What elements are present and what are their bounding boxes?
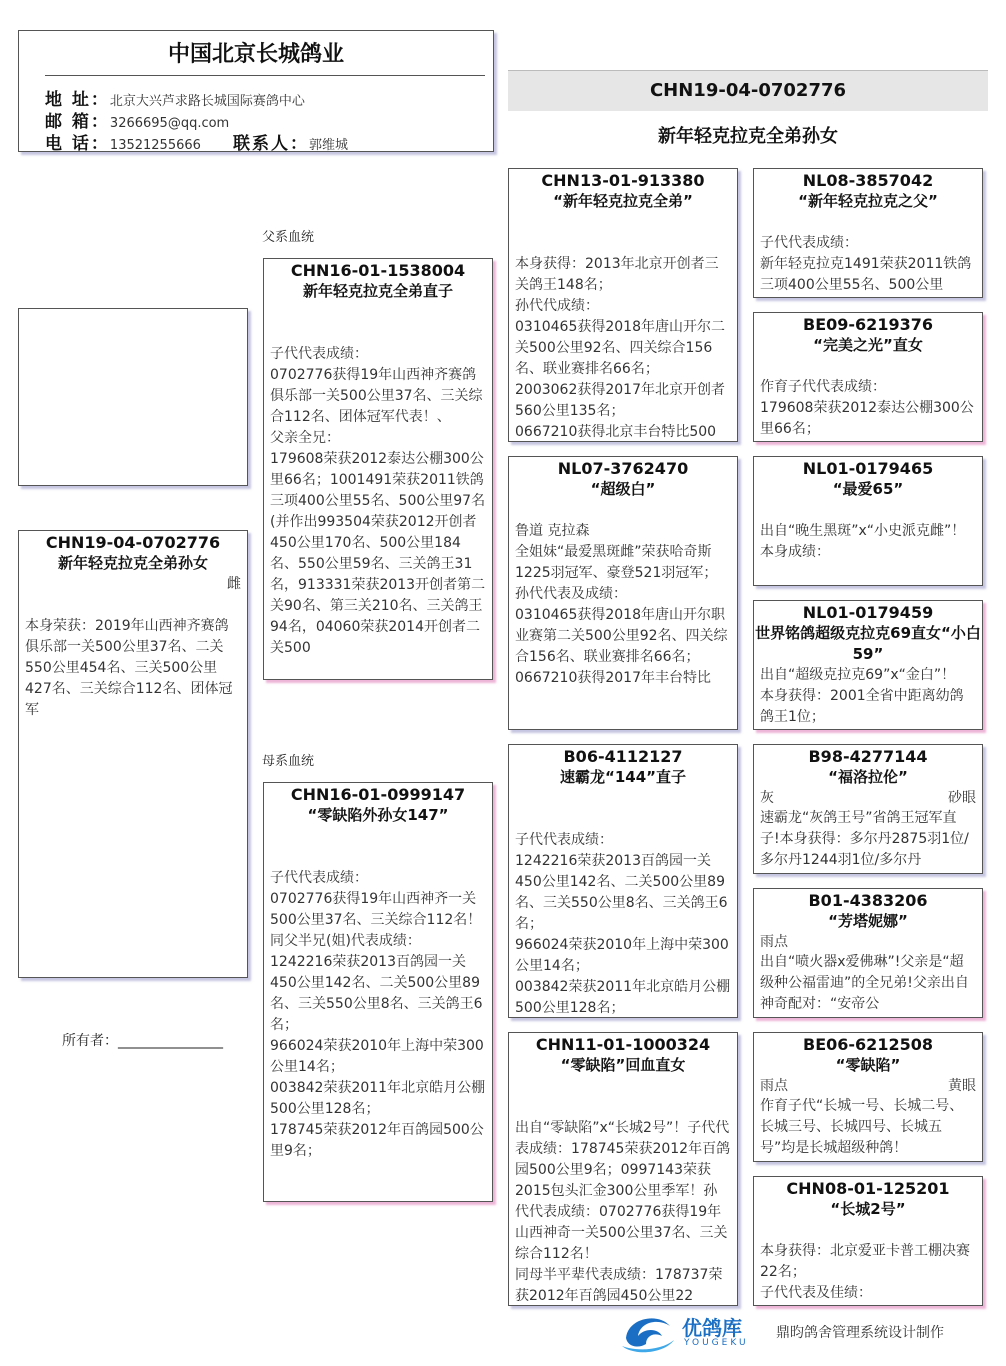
subject-sex: 雌 [227, 576, 241, 592]
dds-record: 作育子代“长城一号、长城二号、长城三号、长城四号、长城五号”均是长城超级种鸽！ [760, 1098, 964, 1156]
phone-value: 13521255666 [109, 138, 201, 152]
dam-name: “零缺陷外孙女147” [307, 806, 449, 824]
address-label: 地 址： [45, 90, 110, 110]
dsd-record: 出自“喷火器x爱佛琳”!父亲是“超级种公福雷迪”的全兄弟!父亲出自神奇配对：“安帝公 [760, 954, 969, 1012]
pigeon-ring-banner: CHN19-04-0702776 [508, 70, 988, 111]
logo-text: 优鸽库 [682, 1316, 742, 1340]
dds-traits [754, 1076, 982, 1096]
sds-name: “最爱65” [832, 480, 904, 498]
dam-dam-name: “零缺陷”回血直女 [560, 1056, 686, 1074]
subject-ring: CHN19-04-0702776 [45, 533, 221, 552]
ddd-record: 本身获得：北京爱亚卡普工棚决赛22名； 子代代表及佳绩： [760, 1243, 970, 1301]
sss-ring: NL08-3857042 [802, 171, 934, 190]
contact-value: 郭维城 [309, 138, 349, 152]
photo-placeholder [18, 308, 248, 486]
owner-line: 所有者：_______________ [62, 1033, 223, 1049]
sdd-ring: NL01-0179459 [802, 603, 934, 622]
dam-card [263, 782, 493, 1202]
sire-ring: CHN16-01-1538004 [290, 261, 466, 280]
dss-eye: 砂眼 [948, 790, 976, 806]
dam-sire-record: 子代代表成绩： 1242216荣获2013百鸽园一关450公里142名、二关500公里89名、三关550公里8名、三关鸽王6名； 966024荣获2010年上海中荣300公里14名； 003842荣获2011年北京皓月公棚500公里128名； [515, 832, 731, 1016]
email-value: 3266695@qq.com [109, 116, 230, 131]
sire-sire-card [508, 168, 738, 442]
sdd-record: 出自“超级克拉克69”x“金白”！ 本身获得：2001全省中距离幼鸽鸽王1位； [760, 667, 964, 725]
dam-sire-ring: B06-4112127 [563, 747, 683, 766]
dss-traits [754, 788, 982, 808]
dam-record: 子代代表成绩： 0702776获得19年山西神齐一关500公里37名、三关综合112名！ 同父半兄(姐)代表成绩： 1242216荣获2013百鸽园一关450公里142名、二关500公里89名、三关550公里8名、三关鸽王6名； 966024荣获2010年上海中荣300公里14名； 003842荣获2011年北京皓月公棚500公里128名； 178745荣获2012年百鸽园500公里9名； [270, 870, 486, 1159]
sds-record: 出自“晚生黑斑”x“小史派克雌”！ 本身成绩： [760, 523, 966, 560]
sire-sire-name: “新年轻克拉克全弟” [553, 192, 693, 210]
dam-sire-name: 速霸龙“144”直子 [559, 768, 687, 786]
email-label: 邮 箱： [45, 112, 110, 132]
dam-dam-record: 出自“零缺陷”x“长城2号”！子代代表成绩：178745荣获2012年百鸽园500公里9名；0997143荣获2015包头汇金300公里季军！孙代代表成绩：0702776获得19年山西神奇一关500公里37名、三关综合112名！ 同母半平辈代表成绩：178737荣获2012年百鸽园450公里22 [515, 1120, 731, 1304]
dsd-ring: B01-4383206 [808, 891, 928, 910]
ddd-card [753, 1176, 983, 1306]
dss-color: 灰 [760, 790, 774, 806]
logo-subtext: YOUGEKU [684, 1338, 749, 1348]
ddd-ring: CHN08-01-125201 [786, 1179, 950, 1198]
yougeku-logo [618, 1308, 768, 1358]
sdd-name: 世界铭鸽超级克拉克69直女“小白59” [755, 624, 981, 663]
designer-credit: 鼎昀鸽舍管理系统设计制作 [776, 1325, 944, 1341]
dss-record: 速霸龙“灰鸽王号”省鸽王冠军直子!本身获得：多尔丹2875羽1位/多尔丹1244羽1位/多尔丹 [760, 810, 969, 868]
sire-sire-record: 本身获得：2013年北京开创者三关鸽王148名； 孙代代成绩： 0310465获得2018年唐山开尔二关500公里92名、四关综合156名、联业赛排名66名； 2003062获得2017年北京开创者560公里135名； 0667210获得北京丰台特比500 [515, 256, 725, 440]
subject-record: 本身荣获：2019年山西神齐赛鸽俱乐部一关500公里37名、二关550公里454名、三关500公里427名、三关综合112名、团体冠军 [25, 618, 233, 718]
dds-color: 雨点 [760, 1078, 788, 1094]
ssd-name: “完美之光”直女 [813, 336, 923, 354]
sire-card [263, 258, 493, 680]
dss-card [753, 744, 983, 874]
sire-name: 新年轻克拉克全弟直子 [302, 282, 453, 300]
header-box [18, 30, 494, 152]
ddd-name: “长城2号” [830, 1200, 906, 1218]
sdd-card [753, 600, 983, 730]
subject-name: 新年轻克拉克全弟孙女 [57, 554, 208, 572]
sss-card [753, 168, 983, 298]
sire-dam-card [508, 456, 738, 730]
sss-name: “新年轻克拉克之父” [798, 192, 938, 210]
address-value: 北京大兴芦求路长城国际赛鸽中心 [109, 94, 305, 109]
pigeon-name-banner: 新年轻克拉克全弟孙女 [658, 126, 838, 147]
dsd-card [753, 888, 983, 1018]
sds-card [753, 456, 983, 586]
sss-record: 子代代表成绩： 新年轻克拉克1491荣获2011铁鸽三项400公里55名、500公里 [760, 235, 972, 293]
dam-sire-card [508, 744, 738, 1018]
sds-ring: NL01-0179465 [802, 459, 934, 478]
ssd-card [753, 312, 983, 442]
ssd-ring: BE09-6219376 [803, 315, 933, 334]
dam-dam-ring: CHN11-01-1000324 [535, 1035, 711, 1054]
subject-card [18, 530, 248, 978]
sire-record: 子代代表成绩： 0702776获得19年山西神齐赛鸽俱乐部一关500公里37名、三关综合112名、团体冠军代表！、 父亲全兄： 179608荣获2012泰达公棚300公里66名；1001491荣获2011铁鸽三项400公里55名、500公里97名(并作出993504荣获2012开创者450公里170名、500公里184名、550公里59名、三关鸽王31名，913331荣获2013开创者第二关90名、第三关210名、三关鸽王94名，04060荣获2014开创者二关500 [270, 346, 486, 656]
dss-ring: B98-4277144 [808, 747, 928, 766]
sire-dam-record: 鲁道 克拉森 全姐妹“最爱黑斑雌”荣获哈奇斯1225羽冠军、豪登521羽冠军； 孙代代表及成绩： 0310465获得2018年唐山开尔职业赛第二关500公里92名、四关综合156名、联业赛排名66名； 0667210获得2017年丰台特比 [515, 523, 728, 686]
dds-name: “零缺陷” [835, 1056, 901, 1074]
dss-name: “福洛拉伦” [828, 768, 908, 786]
sire-dam-name: “超级白” [590, 480, 656, 498]
dsd-color: 雨点 [760, 934, 788, 950]
dam-dam-card [508, 1032, 738, 1306]
sire-dam-ring: NL07-3762470 [557, 459, 689, 478]
sire-sire-ring: CHN13-01-913380 [541, 171, 705, 190]
phone-row [45, 129, 485, 152]
dsd-traits [754, 932, 982, 952]
dam-ring: CHN16-01-0999147 [290, 785, 466, 804]
dam-line-label: 母系血统 [262, 754, 315, 769]
dsd-name: “芳塔妮娜” [828, 912, 908, 930]
loft-title: 中国北京长城鸽业 [167, 42, 344, 67]
contact-group [233, 129, 348, 152]
contact-label: 联系人： [233, 134, 309, 152]
dds-card [753, 1032, 983, 1162]
dds-eye: 黄眼 [948, 1078, 976, 1094]
phone-label: 电 话： [45, 134, 110, 152]
logo-swirl-icon [618, 1308, 678, 1354]
ssd-record: 作育子代代表成绩： 179608荣获2012泰达公棚300公里66名； [760, 379, 974, 437]
header-divider [45, 75, 485, 76]
sire-line-label: 父系血统 [262, 230, 315, 245]
dds-ring: BE06-6212508 [803, 1035, 933, 1054]
